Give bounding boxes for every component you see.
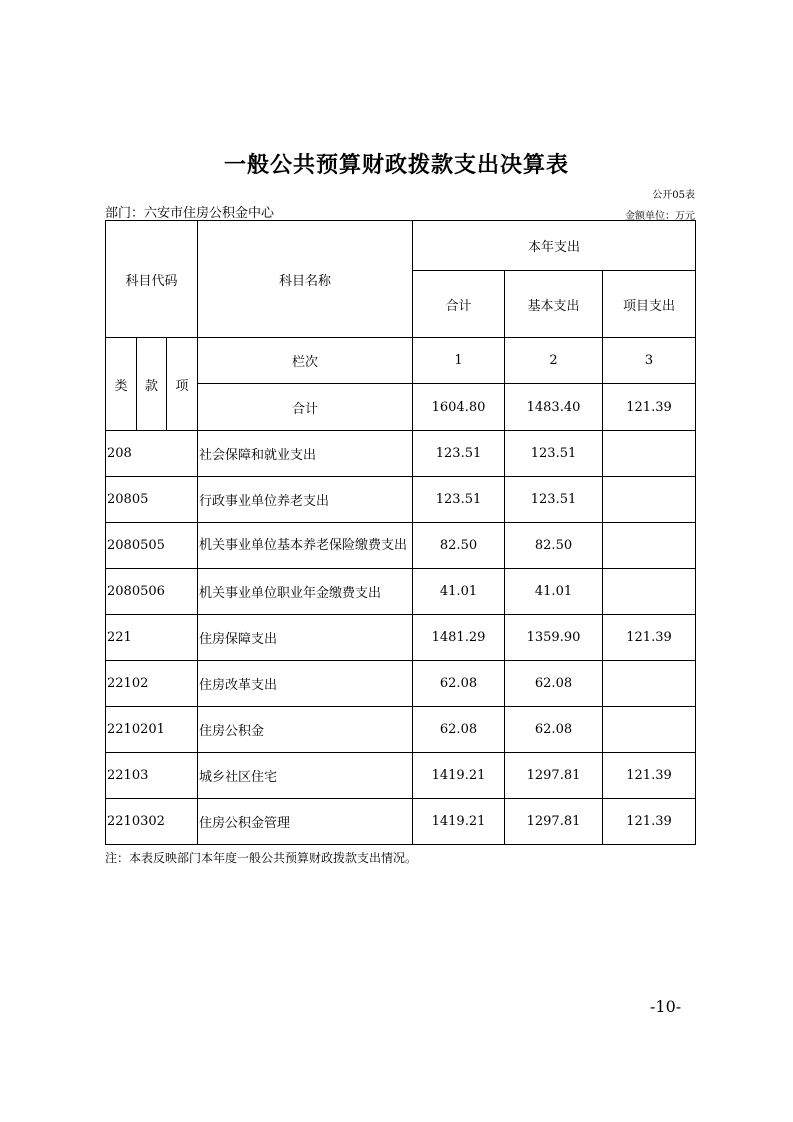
row-code: 2080505 [106,523,198,569]
form-number: 公开05表 [652,190,695,201]
row-code: 22103 [106,753,198,799]
row-total: 1419.21 [413,799,505,845]
row-total: 82.50 [413,523,505,569]
row-basic: 41.01 [505,569,603,615]
row-total: 123.51 [413,477,505,523]
row-basic: 1297.81 [505,799,603,845]
row-project: 121.39 [603,753,696,799]
row-name: 住房公积金 [198,707,413,753]
table-row [106,753,696,799]
row-project [603,569,696,615]
row-total: 62.08 [413,707,505,753]
row-project [603,523,696,569]
row-code: 2210302 [106,799,198,845]
sum-label: 合计 [198,384,413,431]
row-project [603,661,696,707]
header-basic: 基本支出 [505,271,603,338]
row-basic: 1359.90 [505,615,603,661]
header-name: 科目名称 [198,221,413,338]
header-total: 合计 [413,271,505,338]
row-code: 2210201 [106,707,198,753]
row-basic: 123.51 [505,477,603,523]
row-name: 社会保障和就业支出 [198,431,413,477]
row-code: 22102 [106,661,198,707]
row-total: 123.51 [413,431,505,477]
header-code: 科目代码 [106,221,198,338]
table-row [106,799,696,845]
row-project: 121.39 [603,799,696,845]
row-name: 机关事业单位职业年金缴费支出 [198,569,413,615]
row-name: 城乡社区住宅 [198,753,413,799]
row-project [603,707,696,753]
row-name: 住房改革支出 [198,661,413,707]
row-total: 62.08 [413,661,505,707]
header-col1: 1 [413,338,505,384]
table-row [106,615,696,661]
table-row [106,707,696,753]
row-project [603,477,696,523]
row-total: 1481.29 [413,615,505,661]
row-name: 行政事业单位养老支出 [198,477,413,523]
row-basic: 62.08 [505,707,603,753]
unit-label: 金额单位：万元 [625,211,695,222]
row-code: 2080506 [106,569,198,615]
header-col3: 3 [603,338,696,384]
table-row [106,477,696,523]
table-row [106,523,696,569]
row-basic: 1297.81 [505,753,603,799]
header-xiang: 项 [167,338,198,431]
department-label: 部门：六安市住房公积金中心 [105,206,275,221]
row-name: 机关事业单位基本养老保险缴费支出 [198,523,413,569]
row-total: 41.01 [413,569,505,615]
expenditure-table [105,220,696,845]
header-project: 项目支出 [603,271,696,338]
row-name: 住房公积金管理 [198,799,413,845]
header-kuan: 款 [137,338,167,431]
row-project: 121.39 [603,615,696,661]
row-code: 221 [106,615,198,661]
row-basic: 123.51 [505,431,603,477]
sum-total: 1604.80 [413,384,505,431]
sum-project: 121.39 [603,384,696,431]
header-lei: 类 [106,338,137,431]
table-row [106,661,696,707]
row-total: 1419.21 [413,753,505,799]
row-project [603,431,696,477]
table-row [106,431,696,477]
table-note: 注：本表反映部门本年度一般公共预算财政拨款支出情况。 [105,851,418,865]
row-code: 20805 [106,477,198,523]
page-title: 一般公共预算财政拨款支出决算表 [223,153,569,178]
row-basic: 62.08 [505,661,603,707]
header-lanci: 栏次 [198,338,413,384]
header-year-expense: 本年支出 [413,221,696,271]
row-basic: 82.50 [505,523,603,569]
header-col2: 2 [505,338,603,384]
page-number: -10- [650,997,682,1016]
table-row [106,569,696,615]
row-name: 住房保障支出 [198,615,413,661]
row-code: 208 [106,431,198,477]
sum-basic: 1483.40 [505,384,603,431]
